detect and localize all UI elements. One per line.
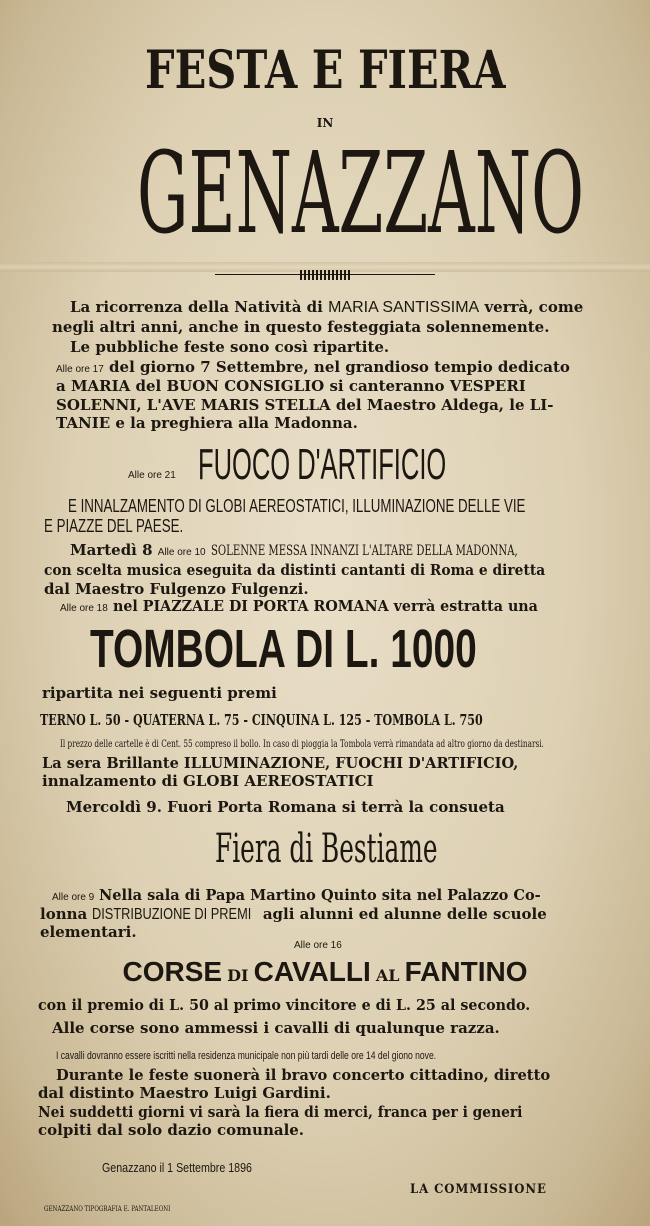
closing-line3 — [38, 1103, 565, 1121]
evening-text1: La sera Brillante ILLUMINAZIONE, FUOCHI D'ARTIFICIO, — [42, 754, 519, 772]
fireworks-heading-wrap — [198, 440, 626, 490]
day9-line1: Mercoldì 9. Fuori Porta Romana si terrà la consueta — [66, 798, 505, 816]
footer-place-date: Genazzano il 1 Settembre 1896 — [102, 1160, 252, 1175]
closing-line1 — [56, 1066, 560, 1084]
tombola-sub: ripartita nei seguenti premi — [42, 684, 277, 702]
closing-text1: Durante le feste suonerà il bravo concerto cittadino, diretto — [56, 1066, 551, 1084]
day8-text2: con scelta musica eseguita da distinti cantanti di Roma e diretta — [44, 561, 546, 579]
title-in: IN — [316, 116, 334, 130]
races-heading — [0, 956, 650, 988]
day9-premi: DISTRIBUZIONE DI PREMI — [92, 906, 252, 923]
evening-line2: innalzamento di GLOBI AEREOSTATICI — [42, 772, 374, 790]
races-h3: CAVALLI — [253, 956, 371, 987]
fireworks-line1: E INNALZAMENTO DI GLOBI AEREOSTATICI, ILLUMINAZIONE DELLE VIE — [68, 496, 526, 516]
day9-text3c: agli alunni ed alunne delle scuole — [262, 905, 547, 923]
fireworks-heading: FUOCO D'ARTIFICIO — [198, 440, 447, 489]
divider-ornament — [300, 270, 350, 280]
title-line1: FESTA E FIERA — [144, 40, 506, 101]
day8-line1 — [70, 541, 637, 559]
day9-line3 — [40, 905, 547, 924]
day9-text2: Nella sala di Papa Martino Quinto sita nel Palazzo Co- — [99, 886, 542, 904]
tombola-prizes: TERNO L. 50 - QUATERNA L. 75 - CINQUINA L. 125 - TOMBOLA L. 750 — [40, 711, 483, 729]
day7-line1 — [56, 358, 570, 376]
intro-maria: MARIA SANTISSIMA — [328, 299, 480, 316]
tombola-prizes-wrap — [40, 710, 638, 729]
title-town: GENAZZANO — [136, 127, 585, 259]
intro-line2: negli altri anni, anche in questo festeggiata solennemente. — [52, 318, 550, 336]
fireworks-line2: E PIAZZE DEL PAESE. — [44, 516, 184, 536]
races-h5: FANTINO — [404, 956, 528, 987]
closing-line4: colpiti dal solo dazio comunale. — [38, 1121, 305, 1139]
title-line1-wrap — [0, 40, 650, 101]
tombola-note: Il prezzo delle cartelle è di Cent. 55 compreso il bollo. In caso di pioggia la Tombola verrà rimandata ad altro giorno da destinarsi. — [60, 739, 544, 750]
fireworks-line1-wrap — [68, 496, 650, 517]
intro-text-a: La ricorrenza della Natività di — [70, 298, 323, 316]
day7-time: Alle ore 17 — [56, 364, 104, 375]
footer-printer: GENAZZANO TIPOGRAFIA E. PANTALEONI — [44, 1205, 171, 1213]
day8-line2 — [44, 561, 589, 579]
fireworks-line2-wrap — [44, 516, 232, 537]
races-text1: con il premio di L. 50 al primo vincitore e di L. 25 al secondo. — [38, 996, 531, 1014]
closing-line2: dal distinto Maestro Luigi Gardini. — [38, 1084, 331, 1102]
tombola-intro-text: nel PIAZZALE DI PORTA ROMANA verrà estratta una — [113, 597, 538, 615]
races-h2: DI — [227, 966, 249, 985]
fireworks-time: Alle ore 21 — [128, 470, 176, 481]
races-note: I cavalli dovranno essere iscritti nella residenza municipale non più tardi delle ore 14 del giono nove. — [56, 1050, 437, 1062]
footer-signature-wrap — [410, 1178, 562, 1197]
evening-line1 — [42, 754, 533, 772]
intro-text-c: verrà, come — [484, 298, 584, 316]
day9-heading: Fiera di Bestiame — [215, 826, 438, 872]
day8-mass: SOLENNE MESSA INNANZI L'ALTARE DELLA MADONNA, — [210, 543, 518, 559]
day9-text3a: lonna — [40, 905, 88, 923]
tombola-heading: TOMBOLA DI L. 1000 — [90, 619, 477, 679]
day8-day: Martedì 8 — [70, 541, 153, 559]
races-line2: Alle corse sono ammessi i cavalli di qualunque razza. — [52, 1019, 500, 1037]
races-note-wrap — [56, 1044, 543, 1063]
races-h4: AL — [375, 966, 400, 985]
day8-line3: dal Maestro Fulgenzo Fulgenzi. — [44, 580, 309, 598]
day7-line3: SOLENNI, L'AVE MARIS STELLA del Maestro Aldega, le LI- — [56, 396, 554, 414]
races-line1 — [38, 996, 556, 1014]
tombola-note-wrap — [60, 732, 650, 751]
intro-line1 — [70, 298, 583, 317]
closing-text3: Nei suddetti giorni vi sarà la fiera di merci, franca per i generi — [38, 1103, 523, 1121]
day9-line4: elementari. — [40, 923, 137, 941]
races-h1: CORSE — [122, 956, 223, 987]
tombola-intro — [60, 597, 560, 615]
title-town-wrap — [0, 126, 650, 259]
day8-time: Alle ore 10 — [157, 547, 206, 558]
tombola-time: Alle ore 18 — [60, 603, 108, 614]
footer-printer-wrap — [44, 1196, 202, 1215]
intro-line3: Le pubbliche feste sono così ripartite. — [70, 338, 390, 356]
day7-line2: a MARIA del BUON CONSIGLIO si canteranno VESPERI — [56, 377, 526, 395]
day7-text1: del giorno 7 Settembre, nel grandioso tempio dedicato — [109, 358, 570, 376]
day9-time: Alle ore 9 — [52, 892, 95, 903]
footer-signature: LA COMMISSIONE — [410, 1182, 547, 1197]
day9-heading-wrap — [215, 826, 574, 872]
footer-date-wrap — [102, 1157, 285, 1176]
tombola-heading-wrap — [90, 618, 627, 680]
day7-line4: TANIE e la preghiera alla Madonna. — [56, 414, 358, 432]
day9-line2 — [52, 886, 555, 904]
races-time: Alle ore 16 — [294, 940, 342, 951]
